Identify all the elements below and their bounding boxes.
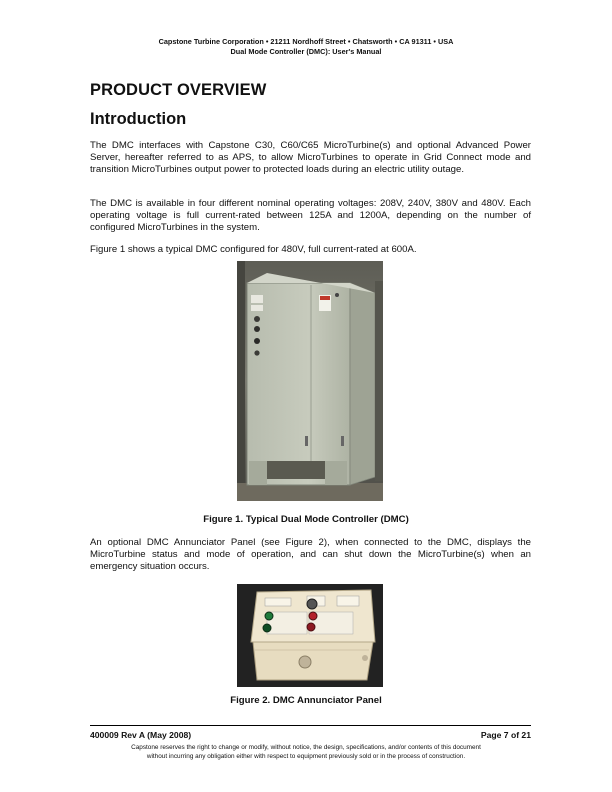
footer-disclaimer-line1: Capstone reserves the right to change or modify, without notice, the design, specifications, and/or contents of this document bbox=[131, 744, 481, 751]
annunciator-panel-illustration bbox=[237, 584, 383, 687]
footer-disclaimer bbox=[0, 743, 612, 761]
figure-1-dmc-photo bbox=[237, 261, 383, 501]
figure-1-caption: Figure 1. Typical Dual Mode Controller (DMC) bbox=[203, 514, 409, 525]
figure-2-annunciator-photo bbox=[237, 584, 383, 687]
paragraph-intro: The DMC interfaces with Capstone C30, C60/C65 MicroTurbine(s) and optional Advanced Power Server, hereafter referred to as APS, to allow MicroTurbines to operate in Grid Connect mode and transition MicroTurbines output power to protected loads during an electric utility outage. bbox=[90, 140, 531, 176]
paragraph-annunciator: An optional DMC Annunciator Panel (see Figure 2), when connected to the DMC, displays the MicroTurbine status and mode of operation, and can shut down the MicroTurbine(s) when an emergency situation occurs. bbox=[90, 537, 531, 573]
header-manual-title: Dual Mode Controller (DMC): User's Manual bbox=[230, 47, 382, 56]
footer-page-number: Page 7 of 21 bbox=[480, 730, 531, 740]
paragraph-voltages: The DMC is available in four different nominal operating voltages: 208V, 240V, 380V and 480V. Each operating voltage is full current-rated between 125A and 1200A, depending on the number of configured MicroTurbines in the system. bbox=[90, 198, 531, 234]
figure-2-caption: Figure 2. DMC Annunciator Panel bbox=[230, 695, 382, 706]
subsection-title: Introduction bbox=[90, 110, 187, 128]
dmc-cabinet-illustration bbox=[237, 261, 383, 501]
footer-doc-revision: 400009 Rev A (May 2008) bbox=[90, 730, 192, 740]
paragraph-figure1-ref: Figure 1 shows a typical DMC configured for 480V, full current-rated at 600A. bbox=[90, 244, 417, 255]
section-title: PRODUCT OVERVIEW bbox=[90, 81, 267, 99]
header-company-line: Capstone Turbine Corporation • 21211 Nordhoff Street • Chatsworth • CA 91311 • USA bbox=[158, 37, 454, 46]
page-header bbox=[0, 37, 612, 57]
footer-disclaimer-line2: without incurring any obligation either with respect to equipment previously sold or in the process of construction. bbox=[146, 753, 466, 760]
footer-rule bbox=[90, 725, 531, 726]
